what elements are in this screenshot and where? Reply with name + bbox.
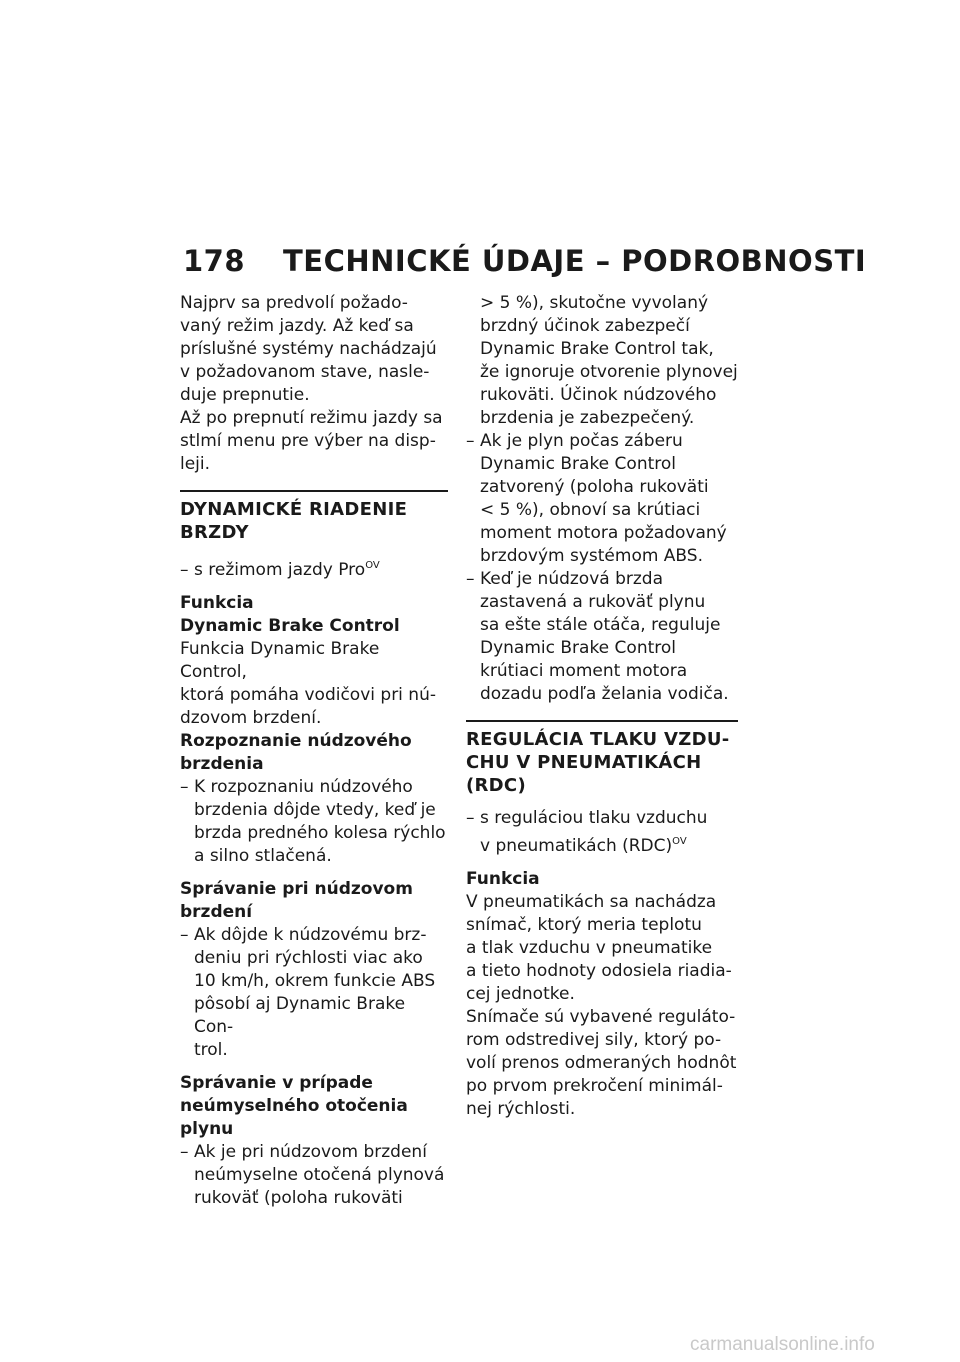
text-line: Rozpoznanie núdzového [180,731,412,751]
subheading-detection [180,730,448,776]
text-line: brzdenia je zabezpečený. [480,408,695,428]
text-line: brzdenia [180,754,264,774]
section-divider [466,720,738,722]
text-line: dzovom brzdení. [180,708,322,728]
detection-item [180,776,448,868]
requirement-item [466,807,738,858]
text-line: trol. [194,1040,228,1060]
column-left [180,292,448,1210]
requirement-item: – s režimom jazdy Pro$^{OV}$ [180,560,380,580]
section-title-rdc [466,728,738,797]
text-line: príslušné systémy nachádzajú [180,339,437,359]
text-line: v požadovanom stave, nasle- [180,362,430,382]
section-title-dbc [180,498,448,544]
text-line: Až po prepnutí režimu jazdy sa [180,408,443,428]
throttle-closed-item [466,430,738,568]
text-line: vaný režim jazdy. Až keď sa [180,316,414,336]
text-line: > 5 %), skutočne vyvolaný [480,293,709,313]
subheading-function [180,592,448,638]
text-line: krútiaci moment motora [480,661,688,681]
option-marker: OV [365,560,380,571]
behavior-item [180,924,448,1062]
text-line: CHU V PNEUMATIKÁCH [466,752,702,773]
text-line: neúmyselne otočená plynová [194,1165,445,1185]
column-right [466,292,738,1121]
text-line: rukoväť (poloha rukoväti [194,1188,403,1208]
subheading-behavior [180,878,448,924]
text-line: neúmyselného otočenia plynu [180,1096,408,1139]
text-line: – Ak je plyn počas záberu [466,431,683,451]
text-line: a silno stlačená. [194,846,332,866]
text-line: Snímače sú vybavené reguláto- [466,1007,736,1027]
text-line: V pneumatikách sa nachádza [466,892,717,912]
text-line: moment motora požadovaný [480,523,727,543]
text-line: v pneumatikách (RDC)$^{OV}$ [480,836,687,856]
text-line: zastavená a rukoväť plynu [480,592,706,612]
text-line: – K rozpoznaniu núdzového [180,777,413,797]
continued-item [466,292,738,430]
text-line: Najprv sa predvolí požado- [180,293,408,313]
text-line: Dynamic Brake Control [480,454,676,474]
text-line: leji. [180,454,211,474]
text-line: Dynamic Brake Control [180,616,400,636]
text-line: DYNAMICKÉ RIADENIE [180,499,408,520]
text-line: brzdení [180,902,253,922]
text-line: 10 km/h, okrem funkcie ABS [194,971,436,991]
page-number: 178 [183,244,246,278]
text-line: cej jednotke. [466,984,575,1004]
page-title: TECHNICKÉ ÚDAJE – PODROBNOSTI [283,244,867,278]
subheading-function: Funkcia [466,869,540,889]
section-divider [180,490,448,492]
sensor-paragraph [466,1006,738,1121]
text-line: Správanie v prípade [180,1073,373,1093]
text-line: nej rýchlosti. [466,1099,576,1119]
text-line: Dynamic Brake Control [480,638,676,658]
text-line: Dynamic Brake Control tak, [480,339,714,359]
text-line: – Ak dôjde k núdzovému brz- [180,925,427,945]
text-line: volí prenos odmeraných hodnôt [466,1053,737,1073]
text-line: že ignoruje otvorenie plynovej [480,362,738,382]
text-line: pôsobí aj Dynamic Brake Con- [194,994,406,1037]
text-line: Správanie pri núdzovom [180,879,413,899]
text-line: Funkcia [180,593,254,613]
text-line: rukoväti. Účinok núdzového [480,385,717,405]
text-line: duje prepnutie. [180,385,310,405]
text-line: stlmí menu pre výber na disp- [180,431,436,451]
function-paragraph [180,638,448,730]
text-line: – s reguláciou tlaku vzduchu [466,808,708,828]
option-marker: OV [672,836,687,847]
text-line: po prvom prekročení minimál- [466,1076,723,1096]
text-line: zatvorený (poloha rukoväti [480,477,709,497]
text-line: rom odstredivej sily, ktorý po- [466,1030,722,1050]
accidental-throttle-item [180,1141,448,1210]
text-line: BRZDY [180,522,249,543]
brake-stopped-item [466,568,738,706]
text-line: < 5 %), obnoví sa krútiaci [480,500,701,520]
text-line: deniu pri rýchlosti viac ako [194,948,423,968]
text-line: a tlak vzduchu v pneumatike [466,938,713,958]
text-line: – Ak je pri núdzovom brzdení [180,1142,427,1162]
text-line: – Keď je núdzová brzda [466,569,663,589]
page-header [183,244,867,278]
text-line: sa ešte stále otáča, reguluje [480,615,721,635]
text-line: brzdovým systémom ABS. [480,546,703,566]
text-line: brzdný účinok zabezpečí [480,316,690,336]
text-line: Funkcia Dynamic Brake Control, [180,639,380,682]
rdc-function-paragraph [466,891,738,1006]
text-line: (RDC) [466,775,526,796]
text-line: REGULÁCIA TLAKU VZDU- [466,729,730,750]
text-line: dozadu podľa želania vodiča. [480,684,729,704]
text-line: snímač, ktorý meria teplotu [466,915,702,935]
text-line: ktorá pomáha vodičovi pri nú- [180,685,436,705]
text-line: brzda predného kolesa rýchlo [194,823,446,843]
text-line: a tieto hodnoty odosiela riadia- [466,961,732,981]
subheading-accidental-throttle [180,1072,448,1141]
intro-paragraph [180,292,448,476]
text-line: brzdenia dôjde vtedy, keď je [194,800,436,820]
watermark: carmanualsonline.info [690,1334,875,1355]
